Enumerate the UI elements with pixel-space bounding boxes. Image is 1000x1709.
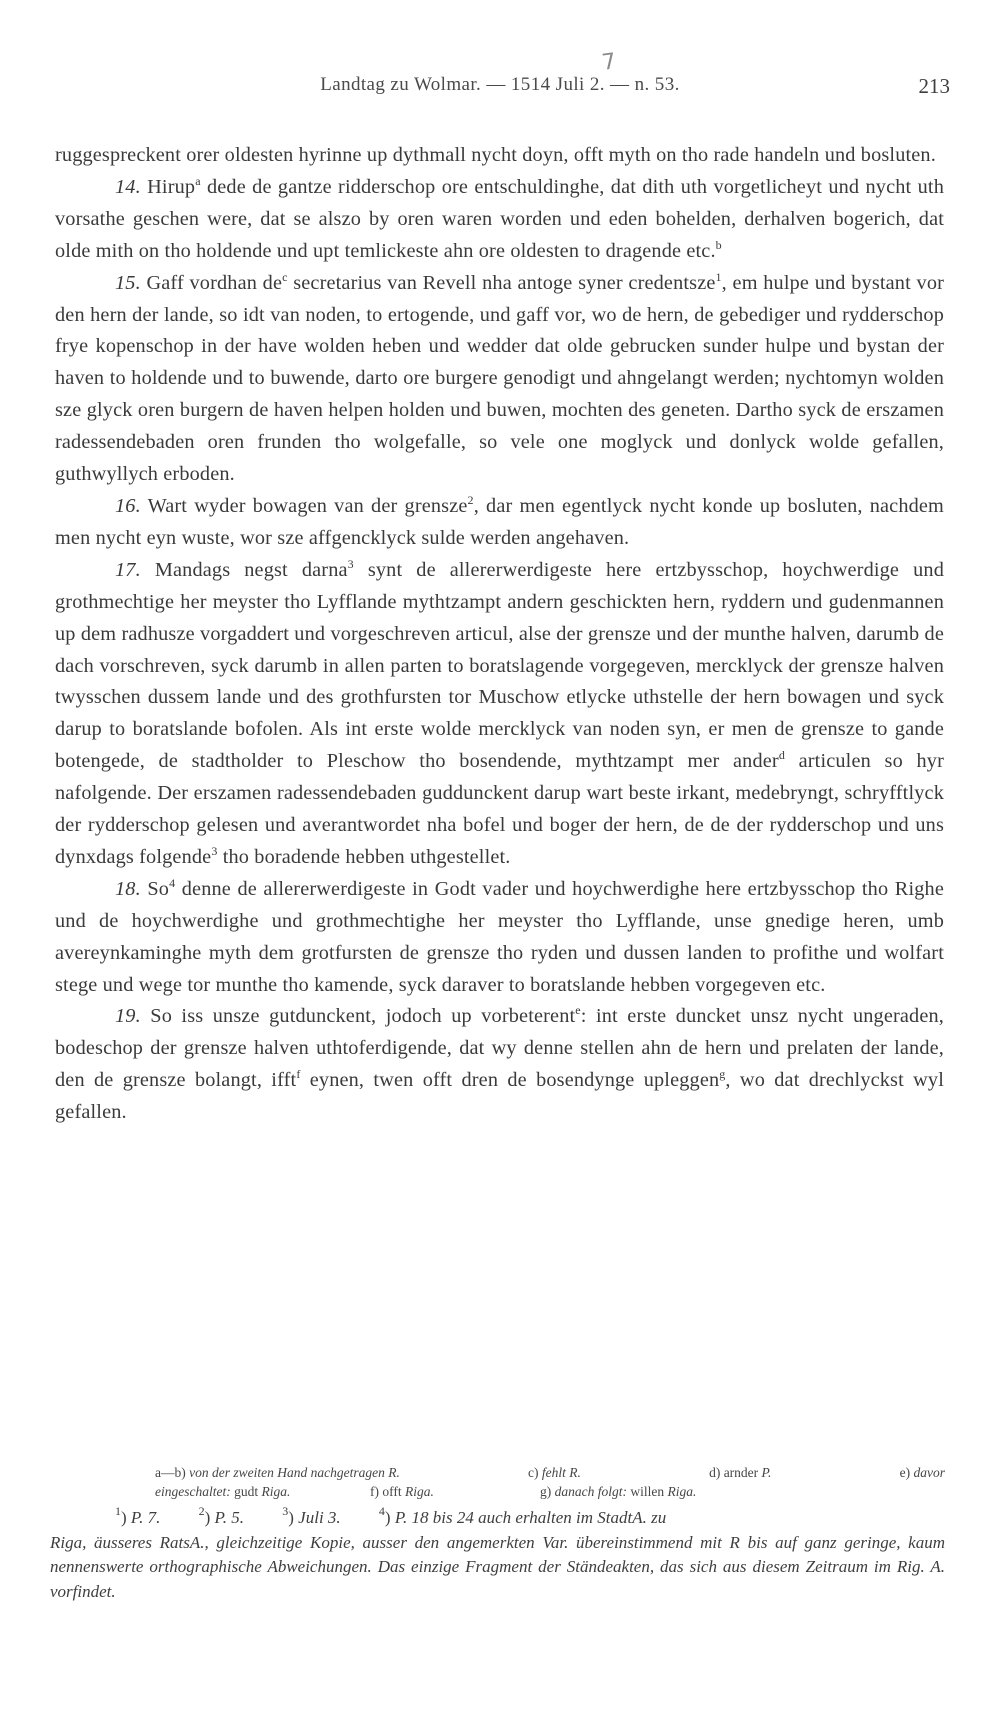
footnote-1: $^1$) P. 7. [115,1504,161,1527]
footnote-mark: 2 [467,492,474,507]
apparatus-label: a—b) [155,1465,186,1480]
footnote-text: P. 18 bis 24 auch erhalten im StadtA. zu [394,1508,667,1527]
paragraph-17 [55,555,944,874]
apparatus-entry-ab [155,1463,400,1482]
paragraph-intro: ruggespreckent orer oldesten hyrinne up dythmall nycht doyn, offt myth on tho rade handeln und bosluten. [55,144,936,166]
footnote-text: Juli 3. [298,1508,341,1527]
apparatus-label: g) [540,1484,552,1499]
running-head: Landtag zu Wolmar. — 1514 Juli 2. — n. 53. [320,74,680,95]
paragraph-number: 18. [115,877,141,900]
apparatus-label: e) [899,1465,911,1480]
apparatus-row [155,1463,945,1482]
text-run: denne de allererwerdigeste in Godt vader und hoychwerdighe here ertzbysschop tho Righe und de hoychwerdighe und grothmechtighe her meyster tho Lyfflande, unse gnedige heren, umb avereynkaminghe myth dem grotfursten de grensze tho ryden und dussen landen to profithe und wolfart stege und wege tor munthe tho kamende, syck daraver to boratslande hebben vorgegeven etc. [55,877,944,996]
apparatus-reading: offt [382,1484,402,1499]
footnote-mark: 4 [169,875,176,890]
variant-mark: d [778,748,785,763]
text-run: Gaff vordhan de [140,271,283,294]
footnote-mark: 1 [715,269,722,284]
text-run: : int erste duncket unsz nycht ungeraden, bodeschop der grensze halven uthtoferdigende, dat wy denne stellen ahn de hern und prelaten der lande, den de grensze bolangt, ifft [55,1005,944,1092]
pencil-annotation: 7 [600,49,618,76]
text-run: secretarius van Revell nha antoge syner credentsze [287,271,716,294]
apparatus-entry-g [540,1482,696,1501]
text-run: Mandags negst darna [140,558,348,581]
text-run: synt de allererwerdigeste here ertzbysschop, hoychwerdige und grothmechtige her meyster tho Lyfflande mythtzampt andern geschickten hern, ryddern und gudenmannen up dem radhusze vorgaddert und vorgeschreven articul, alse der grensze und der munthe halven, darumb de dach vorschreven, syck darumb in allen parten to boratslagende vorgegeven, mercklyck der grensze halven twysschen dussem lande und des grothfursten tor Muschow etlycke uthstelle der hern bowagen und syck darup to boratslande bofolen. Als int erste wolde mercklyck van noden syn, er men de grensze to gande botengede, de stadtholder to Pleschow tho bosendende, mythtzampt mer ander [55,558,944,773]
footnote-text: P. 7. [130,1508,161,1527]
footnote-mark: 3 [211,843,218,858]
main-text [55,140,944,1129]
apparatus-entry-c [528,1463,581,1482]
variant-mark: e [575,1003,581,1018]
apparatus-text: davor [913,1465,945,1480]
footnote-mark: 3 [347,556,354,571]
paragraph-number: 19. [115,1005,141,1028]
apparatus-text: fehlt R. [541,1465,581,1480]
text-run: Hirup [140,175,196,198]
paragraph-18 [55,874,944,1002]
footnote-4: $^4$) P. 18 bis 24 auch erhalten im StadtA. zu [378,1504,667,1527]
critical-apparatus [155,1463,945,1501]
text-run: dede de gantze ridderschop ore entschuldinghe, dat dith uth vorgetlicheyt und nycht uth vorsathe geschen were, dat se alszo by oren waren worden und eden bohelden, derhalven bogerich, dat olde mith on tho holdende und upt temlickeste ahn ore oldesten to dragende etc. [55,175,944,262]
text-run: eynen, twen offt dren de bosendynge upleggen [300,1069,720,1092]
paragraph-number: 14. [115,175,141,198]
apparatus-row [155,1482,945,1501]
text-run: So iss unsze gutdunckent, jodoch up vorbeterent [140,1005,576,1028]
footnote-text: P. 5. [214,1508,244,1527]
text-run: articulen so hyr nafolgende. Der erszamen radessendebaden guddunckent darup wart beste irkant, medebryngt, schryfftlyck der rydderschop gelesen und averantwordet nha bofel und boger der hern, de de der rydderschop und uns dynxdags folgende [55,750,944,868]
apparatus-siglum: Riga. [405,1484,434,1499]
footnote-4-continuation: Riga, äusseres RatsA., gleichzeitige Kopie, ausser den angemerkten Var. übereinstimmend mit R bis auf ganz geringe, kaum nennenswerte orthographische Abweichungen. Das einzige Fragment der Ständeakten, das sich aus diesem Zeitraum im Rig. A. vorfindet. [50,1532,945,1601]
variant-mark: g [719,1067,726,1082]
paragraph-15 [55,268,944,491]
apparatus-reading: willen [630,1484,665,1499]
footnote-number: 3 [282,1504,289,1518]
apparatus-siglum: Riga. [667,1484,697,1499]
paragraph-19 [55,1001,944,1129]
apparatus-text: von der zweiten Hand nachgetragen R. [189,1465,400,1480]
variant-mark: b [715,237,722,252]
text-run: , wo dat drechlyckst wyl gefallen. [55,1069,945,1124]
apparatus-siglum: Riga. [261,1484,291,1499]
apparatus-label: f) [370,1484,379,1499]
page-header [50,74,950,104]
apparatus-text: eingeschaltet: [155,1484,231,1499]
variant-mark: a [195,173,201,188]
paragraph-16 [55,491,944,555]
footnote-3: $^3$) Juli 3. [282,1504,341,1527]
paragraph-14 [55,172,944,268]
text-run: Wart wyder bowagen van der grensze [140,494,468,517]
paragraph-number: 15. [115,271,141,294]
footnote-number: 1 [115,1504,121,1518]
apparatus-entry-e-cont [155,1482,370,1501]
text-run: , em hulpe und bystant vor den hern der lande, so idt van noden, to ertogende, und gaff vor, wo de hern, de gebediger und rydderschop frye kopenschop in der have wolden heben und wedder dat olde gebrucken sunder hulpe und bystan der haven to holdende und to buwende, darto ore burgere genodigt und ahngelangt werden; nychtomyn wolden sze glyck oren burgern de haven helpen holden und buwen, mochten des geneten. Dartho syck de erszamen radessendebaden oren frunden tho wolgefalle, so vele one moglyck und donlyck wolde gefallen, guthwyllych erboden. [55,271,945,486]
footnote-number: 2 [198,1504,205,1518]
paragraph-number: 17. [115,558,141,581]
text-run: tho boradende hebben uthgestellet. [217,845,511,868]
page-number: 213 [918,74,950,98]
footnote-2: $^2$) P. 5. [198,1504,244,1527]
variant-mark: f [296,1067,301,1082]
apparatus-entry-d [709,1463,771,1482]
footnote-number: 4 [378,1504,385,1518]
apparatus-entry-e [900,1463,945,1482]
apparatus-reading: arnder [723,1465,759,1480]
apparatus-entry-f [370,1482,540,1501]
apparatus-label: c) [528,1465,539,1480]
footnote-row [50,1506,945,1531]
apparatus-siglum: P. [761,1465,772,1480]
variant-mark: c [282,269,288,284]
apparatus-reading: gudt [234,1484,259,1499]
text-run: So [140,877,170,900]
text-run: , dar men egentlyck nycht konde up bosluten, nachdem men nycht eyn wuste, wor sze affgencklyck sulde werden angehaven. [55,494,944,549]
apparatus-text: danach folgt: [554,1484,627,1499]
apparatus-label: d) [709,1465,721,1480]
footnotes [50,1506,945,1604]
paragraph-number: 16. [115,494,141,517]
